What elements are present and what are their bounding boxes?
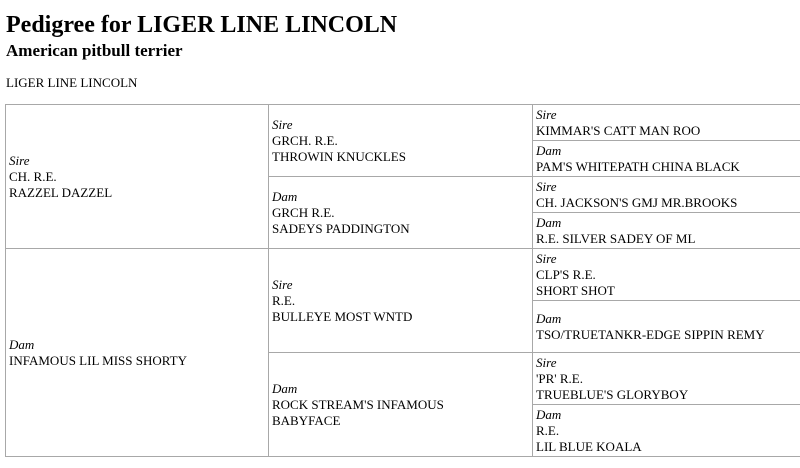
role-label: Sire [536,250,557,266]
sire-sire-cell [269,105,533,177]
role-label: Dam [536,406,562,422]
dog-name-line: CLP'S R.E. [536,266,596,282]
role-label: Sire [9,152,30,168]
dog-name-line: GRCH. R.E. [272,132,338,148]
role-label: Dam [272,188,298,204]
sire-sire-dam-cell [533,141,800,177]
dog-name-line: 'PR' R.E. [536,370,583,386]
dog-name-line: R.E. SILVER SADEY OF ML [536,230,696,246]
dog-name-line: KIMMAR'S CATT MAN ROO [536,122,701,138]
role-label: Sire [272,116,293,132]
dog-name-line: R.E. [536,422,560,438]
pedigree-table [5,104,800,457]
dam-dam-cell [269,353,533,457]
dog-name-line: R.E. [272,292,296,308]
dog-name-line: LIL BLUE KOALA [536,438,642,454]
sire-cell [6,105,269,249]
dog-name-line: TSO/TRUETANKR-EDGE SIPPIN REMY [536,326,765,342]
dog-name-line: INFAMOUS LIL MISS SHORTY [9,352,187,368]
dog-name-line: BABYFACE [272,412,341,428]
role-label: Dam [536,310,562,326]
dam-cell [6,249,269,457]
sire-dam-dam-cell [533,213,800,249]
dam-sire-cell [269,249,533,353]
dam-dam-sire-cell [533,353,800,405]
dog-name-line: ROCK STREAM'S INFAMOUS [272,396,444,412]
dog-name-line: CH. R.E. [9,168,57,184]
sire-dam-sire-cell [533,177,800,213]
dam-sire-sire-cell [533,249,800,301]
role-label: Sire [536,178,557,194]
dog-name-line: SHORT SHOT [536,282,615,298]
breed-heading: American pitbull terrier [6,41,183,60]
dog-name-line: BULLEYE MOST WNTD [272,308,413,324]
role-label: Dam [536,142,562,158]
sire-dam-cell [269,177,533,249]
dog-name-line: RAZZEL DAZZEL [9,184,113,200]
dog-name-line: SADEYS PADDINGTON [272,220,410,236]
role-label: Dam [536,214,562,230]
role-label: Sire [272,276,293,292]
role-label: Dam [272,380,298,396]
dog-name-line: CH. JACKSON'S GMJ MR.BROOKS [536,194,738,210]
dog-name-line: THROWIN KNUCKLES [272,148,406,164]
sire-sire-sire-cell [533,105,800,141]
role-label: Sire [536,106,557,122]
role-label: Dam [9,336,35,352]
dog-name-line: GRCH R.E. [272,204,335,220]
dog-name-line: TRUEBLUE'S GLORYBOY [536,386,689,402]
role-label: Sire [536,354,557,370]
dam-sire-dam-cell [533,301,800,353]
subject-dog-name: LIGER LINE LINCOLN [6,75,138,90]
dog-name-line: PAM'S WHITEPATH CHINA BLACK [536,158,740,174]
dam-dam-dam-cell [533,405,800,457]
page-title: Pedigree for LIGER LINE LINCOLN [6,12,398,38]
